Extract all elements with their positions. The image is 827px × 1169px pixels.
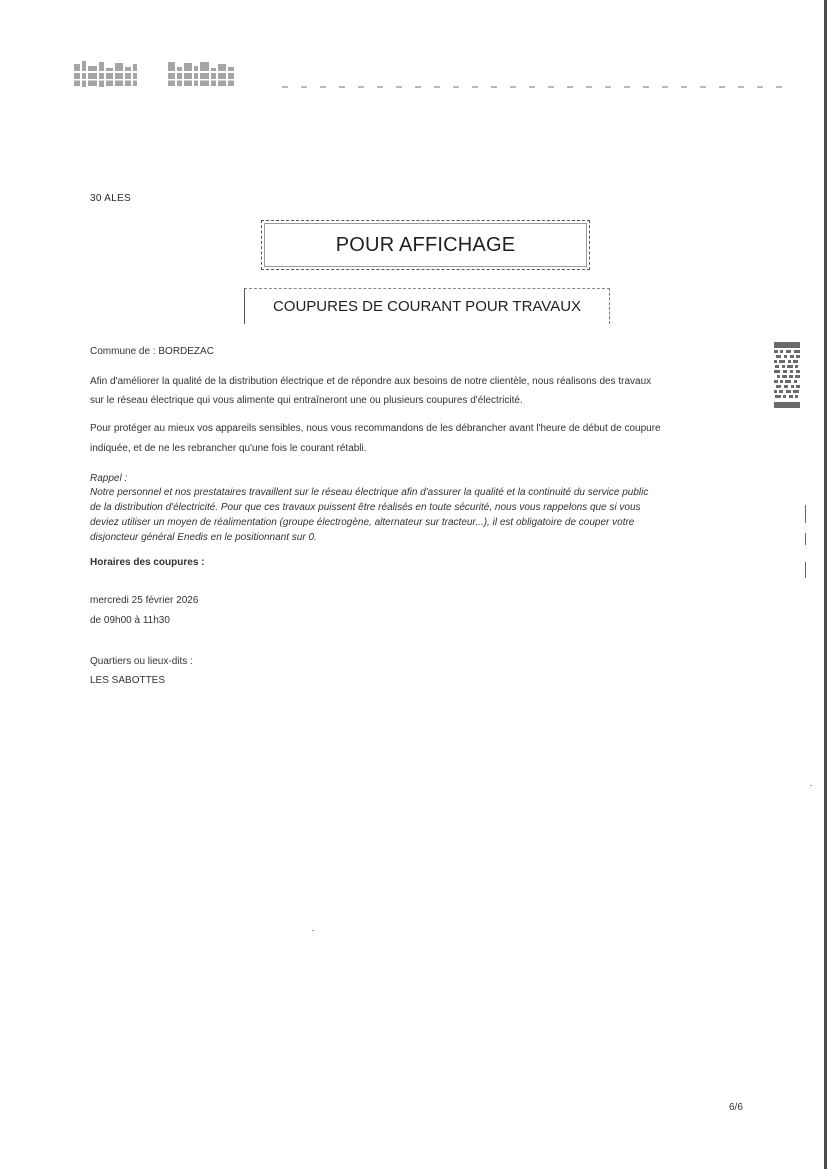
paragraph-2-line-2: indiquée, et de ne les rebrancher qu'une fois le courant rétabli. bbox=[90, 443, 367, 454]
scan-speck bbox=[312, 930, 314, 931]
enedis-logo bbox=[72, 58, 237, 92]
schedule-time: de 09h00 à 11h30 bbox=[90, 615, 170, 626]
reminder-line-3: deviez utiliser un moyen de réalimentation (groupe électrogène, alternateur sur tracteur...), il est obligatoire de couper votre bbox=[90, 517, 635, 528]
margin-mark bbox=[805, 505, 806, 523]
schedule-heading: Horaires des coupures : bbox=[90, 557, 205, 568]
areas-value: LES SABOTTES bbox=[90, 675, 166, 686]
commune-line: Commune de : BORDEZAC bbox=[90, 346, 214, 357]
reminder-line-2: de la distribution d'électricité. Pour que ces travaux puissent être réalisés en toute sécurité, nous vous rappelons que si vous bbox=[90, 502, 641, 513]
scan-speck bbox=[810, 785, 812, 786]
margin-mark bbox=[805, 562, 806, 578]
page-number: 6/6 bbox=[729, 1102, 743, 1113]
agency-reference: 30 ALES bbox=[90, 193, 132, 204]
paragraph-2-line-1: Pour protéger au mieux vos appareils sensibles, nous vous recommandons de les débrancher avant l'heure de début de coupure bbox=[90, 423, 661, 434]
banner-box bbox=[261, 220, 590, 270]
areas-heading: Quartiers ou lieux-dits : bbox=[90, 656, 193, 667]
paragraph-1-line-2: sur le réseau électrique qui vous alimente qui entraîneront une ou plusieurs coupures d'électricité. bbox=[90, 395, 523, 406]
subtitle: COUPURES DE COURANT POUR TRAVAUX bbox=[272, 298, 582, 315]
subtitle-box bbox=[244, 288, 610, 324]
schedule-date: mercredi 25 février 2026 bbox=[90, 595, 199, 606]
header-dotted-rule bbox=[282, 86, 792, 88]
banner-title: POUR AFFICHAGE bbox=[335, 233, 516, 256]
qr-code-icon bbox=[774, 342, 800, 408]
reminder-label: Rappel : bbox=[90, 473, 128, 484]
reminder-line-4: disjoncteur général Enedis en le positionnant sur 0. bbox=[90, 532, 317, 543]
paragraph-1-line-1: Afin d'améliorer la qualité de la distribution électrique et de répondre aux besoins de notre clientèle, nous réalisons des travaux bbox=[90, 376, 652, 387]
reminder-line-1: Notre personnel et nos prestataires travaillent sur le réseau électrique afin d'assurer la qualité et la continuité du service public bbox=[90, 487, 649, 498]
margin-mark bbox=[805, 533, 806, 545]
